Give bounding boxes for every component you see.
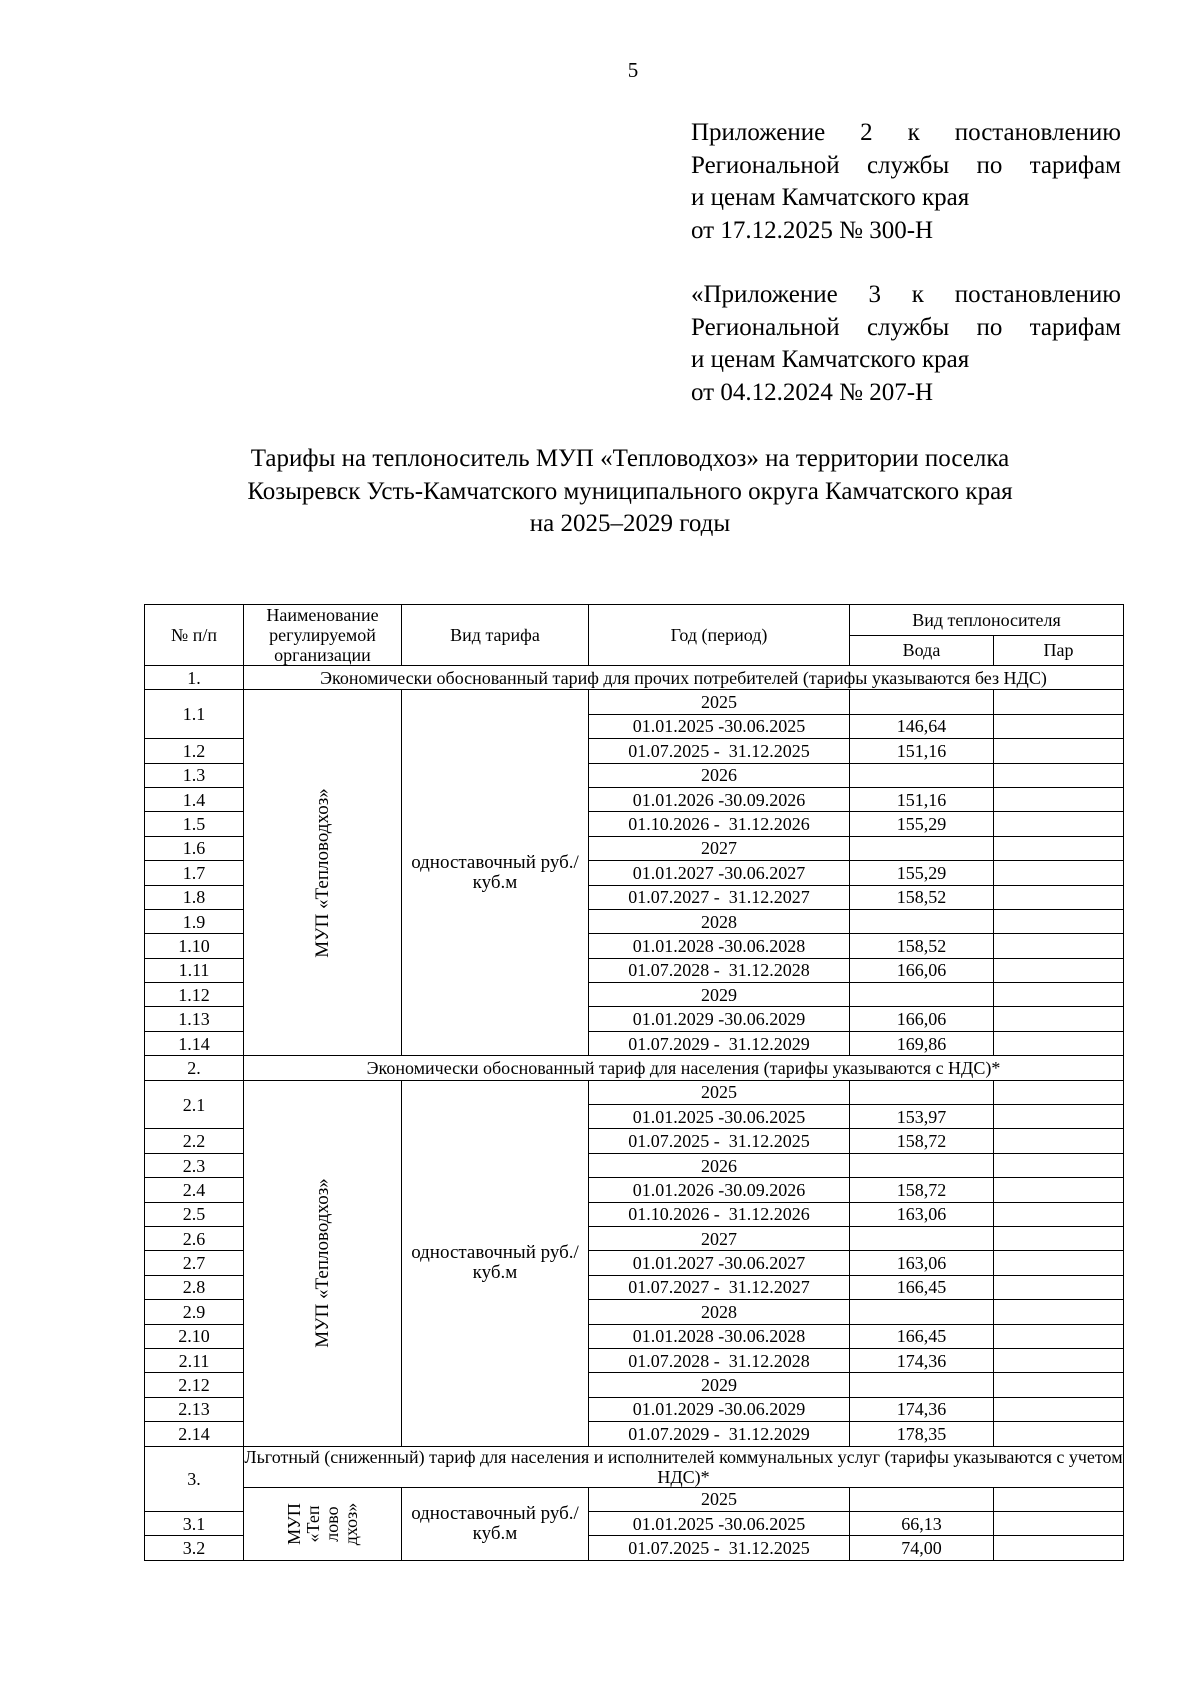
steam-value-cell bbox=[994, 714, 1124, 738]
section-title: Экономически обоснованный тариф для населения (тарифы указываются с НДС)* bbox=[244, 1056, 1124, 1080]
row-number: 1.10 bbox=[145, 934, 244, 958]
section-number: 1. bbox=[145, 666, 244, 690]
row-number: 2.10 bbox=[145, 1324, 244, 1348]
header-organization: Наименование регулируемой организации bbox=[244, 605, 402, 666]
period-cell: 01.07.2027 - 31.12.2027 bbox=[589, 1275, 850, 1299]
row-number: 1.12 bbox=[145, 983, 244, 1007]
steam-value-cell bbox=[994, 812, 1124, 836]
row-number: 1.7 bbox=[145, 861, 244, 885]
steam-value-cell bbox=[994, 1105, 1124, 1129]
period-cell: 01.01.2027 -30.06.2027 bbox=[589, 861, 850, 885]
period-cell: 01.07.2028 - 31.12.2028 bbox=[589, 958, 850, 982]
steam-value-cell bbox=[994, 958, 1124, 982]
section-number: 3. bbox=[145, 1446, 244, 1511]
steam-value-cell bbox=[994, 1348, 1124, 1372]
steam-value-cell bbox=[994, 1226, 1124, 1250]
period-cell: 2028 bbox=[589, 909, 850, 933]
water-value-cell: 163,06 bbox=[850, 1202, 994, 1226]
tariff-kind-cell: одноставочный руб./куб.м bbox=[402, 690, 589, 1056]
water-value-cell bbox=[850, 983, 994, 1007]
steam-value-cell bbox=[994, 1324, 1124, 1348]
header-period: Год (период) bbox=[589, 605, 850, 666]
water-value-cell: 166,06 bbox=[850, 958, 994, 982]
title-line: Козыревск Усть-Камчатского муниципального округа Камчатского края bbox=[247, 477, 1013, 505]
water-value-cell: 158,72 bbox=[850, 1178, 994, 1202]
water-value-cell: 158,52 bbox=[850, 885, 994, 909]
steam-value-cell bbox=[994, 861, 1124, 885]
header-num: № п/п bbox=[145, 605, 244, 666]
water-value-cell: 178,35 bbox=[850, 1422, 994, 1446]
row-number: 2.3 bbox=[145, 1153, 244, 1177]
water-value-cell bbox=[850, 1153, 994, 1177]
period-cell: 2027 bbox=[589, 836, 850, 860]
page-number: 5 bbox=[627, 58, 639, 82]
period-cell: 01.07.2025 - 31.12.2025 bbox=[589, 739, 850, 763]
steam-value-cell bbox=[994, 1275, 1124, 1299]
water-value-cell: 163,06 bbox=[850, 1251, 994, 1275]
row-number: 2.11 bbox=[145, 1348, 244, 1372]
water-value-cell bbox=[850, 1080, 994, 1104]
title-line: на 2025–2029 годы bbox=[529, 510, 731, 537]
organization-name: МУП «Тепловодхоз» bbox=[311, 1178, 333, 1348]
row-number: 2.14 bbox=[145, 1422, 244, 1446]
water-value-cell: 169,86 bbox=[850, 1031, 994, 1055]
steam-value-cell bbox=[994, 1373, 1124, 1397]
appendix-line: Приложение 2 к постановлению bbox=[691, 119, 1121, 146]
appendix-line: Региональной службы по тарифам bbox=[691, 313, 1121, 341]
steam-value-cell bbox=[994, 1129, 1124, 1153]
period-cell: 01.01.2026 -30.09.2026 bbox=[589, 1178, 850, 1202]
water-value-cell: 158,72 bbox=[850, 1129, 994, 1153]
row-number: 1.9 bbox=[145, 909, 244, 933]
period-cell: 01.10.2026 - 31.12.2026 bbox=[589, 1202, 850, 1226]
water-value-cell: 66,13 bbox=[850, 1511, 994, 1535]
period-cell: 2025 bbox=[589, 1487, 850, 1511]
section-header-row bbox=[145, 1056, 1124, 1080]
steam-value-cell bbox=[994, 1397, 1124, 1421]
section-title: Льготный (сниженный) тариф для населения и исполнителей коммунальных услуг (тарифы указываются с учетом НДС)* bbox=[244, 1446, 1123, 1487]
water-value-cell: 174,36 bbox=[850, 1348, 994, 1372]
row-number: 3.1 bbox=[145, 1511, 244, 1535]
header-water: Вода bbox=[850, 635, 994, 666]
organization-cell bbox=[244, 690, 402, 1056]
row-number: 1.6 bbox=[145, 836, 244, 860]
water-value-cell bbox=[850, 763, 994, 787]
document-title bbox=[140, 443, 1120, 541]
steam-value-cell bbox=[994, 763, 1124, 787]
water-value-cell: 151,16 bbox=[850, 739, 994, 763]
steam-value-cell bbox=[994, 1202, 1124, 1226]
period-cell: 01.01.2025 -30.06.2025 bbox=[589, 714, 850, 738]
period-cell: 01.07.2025 - 31.12.2025 bbox=[589, 1536, 850, 1560]
steam-value-cell bbox=[994, 690, 1124, 714]
steam-value-cell bbox=[994, 1422, 1124, 1446]
water-value-cell bbox=[850, 1226, 994, 1250]
steam-value-cell bbox=[994, 934, 1124, 958]
section-header-row bbox=[145, 666, 1124, 690]
row-number: 2.5 bbox=[145, 1202, 244, 1226]
period-cell: 2025 bbox=[589, 1080, 850, 1104]
table-header-row bbox=[145, 605, 1124, 636]
water-value-cell: 153,97 bbox=[850, 1105, 994, 1129]
organization-cell bbox=[244, 1080, 402, 1446]
steam-value-cell bbox=[994, 1031, 1124, 1055]
period-cell: 2029 bbox=[589, 1373, 850, 1397]
period-cell: 01.07.2025 - 31.12.2025 bbox=[589, 1129, 850, 1153]
steam-value-cell bbox=[994, 1487, 1124, 1511]
water-value-cell bbox=[850, 690, 994, 714]
water-value-cell: 155,29 bbox=[850, 812, 994, 836]
period-cell: 01.07.2028 - 31.12.2028 bbox=[589, 1348, 850, 1372]
row-number: 1.13 bbox=[145, 1007, 244, 1031]
tariff-kind-cell: одноставочный руб./куб.м bbox=[402, 1487, 589, 1560]
period-cell: 01.01.2025 -30.06.2025 bbox=[589, 1511, 850, 1535]
tariff-kind-cell: одноставочный руб./куб.м bbox=[402, 1080, 589, 1446]
water-value-cell: 166,45 bbox=[850, 1275, 994, 1299]
appendix-line: «Приложение 3 к постановлению bbox=[691, 281, 1121, 308]
period-cell: 2028 bbox=[589, 1300, 850, 1324]
period-cell: 01.01.2029 -30.06.2029 bbox=[589, 1007, 850, 1031]
water-value-cell: 158,52 bbox=[850, 934, 994, 958]
row-number: 2.12 bbox=[145, 1373, 244, 1397]
row-number: 1.5 bbox=[145, 812, 244, 836]
steam-value-cell bbox=[994, 836, 1124, 860]
period-cell: 01.01.2025 -30.06.2025 bbox=[589, 1105, 850, 1129]
water-value-cell bbox=[850, 1300, 994, 1324]
water-value-cell: 146,64 bbox=[850, 714, 994, 738]
period-cell: 01.01.2029 -30.06.2029 bbox=[589, 1397, 850, 1421]
water-value-cell bbox=[850, 909, 994, 933]
period-cell: 01.07.2029 - 31.12.2029 bbox=[589, 1422, 850, 1446]
water-value-cell: 174,36 bbox=[850, 1397, 994, 1421]
row-number: 2.9 bbox=[145, 1300, 244, 1324]
row-number: 2.13 bbox=[145, 1397, 244, 1421]
steam-value-cell bbox=[994, 787, 1124, 811]
water-value-cell: 166,45 bbox=[850, 1324, 994, 1348]
period-cell: 01.10.2026 - 31.12.2026 bbox=[589, 812, 850, 836]
header-steam: Пар bbox=[994, 635, 1124, 666]
row-number: 3.2 bbox=[145, 1536, 244, 1560]
steam-value-cell bbox=[994, 909, 1124, 933]
appendix-reference-current bbox=[691, 117, 1121, 247]
section-title: Экономически обоснованный тариф для прочих потребителей (тарифы указываются без НДС) bbox=[244, 666, 1124, 690]
row-number: 1.1 bbox=[145, 690, 244, 739]
period-cell: 01.01.2026 -30.09.2026 bbox=[589, 787, 850, 811]
organization-name: МУП «Теп лово дхоз» bbox=[283, 1502, 361, 1545]
table-body bbox=[145, 666, 1124, 1561]
water-value-cell bbox=[850, 1373, 994, 1397]
row-number: 2.6 bbox=[145, 1226, 244, 1250]
appendix-line: Региональной службы по тарифам bbox=[691, 151, 1121, 179]
period-cell: 2026 bbox=[589, 1153, 850, 1177]
steam-value-cell bbox=[994, 1080, 1124, 1104]
period-cell: 2026 bbox=[589, 763, 850, 787]
steam-value-cell bbox=[994, 1511, 1124, 1535]
organization-cell bbox=[244, 1487, 402, 1560]
period-cell: 2027 bbox=[589, 1226, 850, 1250]
appendix-line: от 04.12.2024 № 207-Н bbox=[691, 378, 934, 406]
period-cell: 01.01.2028 -30.06.2028 bbox=[589, 934, 850, 958]
row-number: 2.7 bbox=[145, 1251, 244, 1275]
steam-value-cell bbox=[994, 739, 1124, 763]
water-value-cell: 74,00 bbox=[850, 1536, 994, 1560]
row-number: 1.8 bbox=[145, 885, 244, 909]
row-number: 2.1 bbox=[145, 1080, 244, 1129]
period-cell: 2025 bbox=[589, 690, 850, 714]
table-row bbox=[145, 1487, 1124, 1511]
period-cell: 01.07.2029 - 31.12.2029 bbox=[589, 1031, 850, 1055]
water-value-cell: 155,29 bbox=[850, 861, 994, 885]
steam-value-cell bbox=[994, 1251, 1124, 1275]
appendix-line: и ценам Камчатского края bbox=[691, 184, 970, 211]
steam-value-cell bbox=[994, 1007, 1124, 1031]
header-heat-carrier: Вид теплоносителя bbox=[850, 605, 1124, 636]
row-number: 2.8 bbox=[145, 1275, 244, 1299]
steam-value-cell bbox=[994, 983, 1124, 1007]
water-value-cell bbox=[850, 836, 994, 860]
period-cell: 01.01.2028 -30.06.2028 bbox=[589, 1324, 850, 1348]
water-value-cell: 151,16 bbox=[850, 787, 994, 811]
tariff-table bbox=[144, 604, 1124, 1561]
steam-value-cell bbox=[994, 1178, 1124, 1202]
row-number: 1.3 bbox=[145, 763, 244, 787]
row-number: 1.14 bbox=[145, 1031, 244, 1055]
appendix-line: и ценам Камчатского края bbox=[691, 346, 970, 373]
table-row bbox=[145, 1080, 1124, 1104]
row-number: 1.2 bbox=[145, 739, 244, 763]
title-line: Тарифы на теплоноситель МУП «Тепловодхоз» на территории поселка bbox=[250, 445, 1010, 472]
row-number: 1.4 bbox=[145, 787, 244, 811]
row-number: 2.2 bbox=[145, 1129, 244, 1153]
steam-value-cell bbox=[994, 885, 1124, 909]
section-header-row bbox=[145, 1446, 1124, 1487]
steam-value-cell bbox=[994, 1300, 1124, 1324]
water-value-cell: 166,06 bbox=[850, 1007, 994, 1031]
steam-value-cell bbox=[994, 1153, 1124, 1177]
row-number: 2.4 bbox=[145, 1178, 244, 1202]
row-number: 1.11 bbox=[145, 958, 244, 982]
period-cell: 2029 bbox=[589, 983, 850, 1007]
section-number: 2. bbox=[145, 1056, 244, 1080]
table-row bbox=[145, 690, 1124, 714]
appendix-line: от 17.12.2025 № 300-Н bbox=[691, 216, 934, 244]
period-cell: 01.07.2027 - 31.12.2027 bbox=[589, 885, 850, 909]
header-tariff-kind: Вид тарифа bbox=[402, 605, 589, 666]
steam-value-cell bbox=[994, 1536, 1124, 1560]
period-cell: 01.01.2027 -30.06.2027 bbox=[589, 1251, 850, 1275]
appendix-reference-previous bbox=[691, 279, 1121, 409]
organization-name: МУП «Тепловодхоз» bbox=[311, 788, 333, 958]
water-value-cell bbox=[850, 1487, 994, 1511]
